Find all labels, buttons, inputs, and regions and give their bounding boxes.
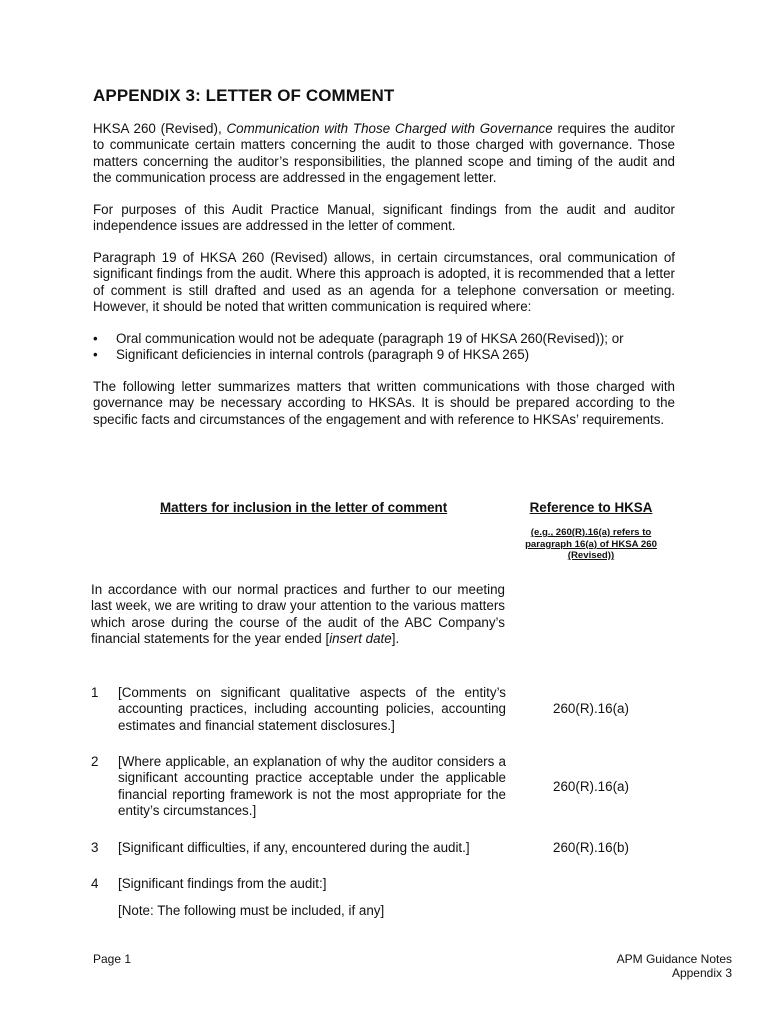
letter-intro-text: In accordance with our normal practices and further to our meeting last week, we are writing to draw your attention to the various matters which arose during the course of the audit of the ABC Company’s financial statements for the year ended [: [91, 582, 505, 647]
item-reference: 260(R).16(a): [553, 779, 629, 794]
item-text: [Where applicable, an explanation of why the auditor considers a significant accounting practice acceptable under the applicable financial reporting framework is not the most appropriate for the entity’s circumstances.]: [118, 754, 506, 819]
list-item-text: Oral communication would not be adequate (paragraph 19 of HKSA 260(Revised)); or: [116, 331, 624, 346]
footer-label: [617, 952, 732, 980]
footer-label-line-2: Appendix 3: [671, 966, 732, 980]
reference-column-heading: Reference to HKSA: [529, 500, 653, 515]
letter-intro-tail: ].: [391, 631, 400, 647]
bullet-icon: •: [93, 331, 98, 346]
paragraph-1-lead: HKSA 260 (Revised),: [93, 121, 227, 136]
item-number: 1: [91, 685, 99, 700]
item-reference: 260(R).16(b): [553, 840, 629, 855]
paragraph-3: Paragraph 19 of HKSA 260 (Revised) allows, in certain circumstances, oral communication of significant findings from the audit. Where this approach is adopted, it is recommended that a letter of comment is still drafted and used as an agenda for a telephone conversation or meeting. However, it should be noted that written communication is required where:: [93, 250, 675, 315]
item-number: 3: [91, 840, 99, 855]
paragraph-1: [93, 121, 675, 187]
item-note: [Note: The following must be included, if any]: [118, 903, 385, 918]
reference-column-note: (e.g., 260(R).16(a) refers to paragraph 16(a) of HKSA 260 (Revised)): [525, 527, 657, 562]
paragraph-2: For purposes of this Audit Practice Manual, significant findings from the audit and auditor independence issues are addressed in the letter of comment.: [93, 202, 675, 234]
page-number: Page 1: [93, 952, 132, 966]
letter-intro-italic: insert date: [329, 631, 392, 647]
matters-column-heading: Matters for inclusion in the letter of comment: [160, 500, 448, 515]
bullet-icon: •: [93, 347, 98, 363]
item-text: [Significant difficulties, if any, encountered during the audit.]: [118, 840, 470, 855]
page-title: APPENDIX 3: LETTER OF COMMENT: [93, 86, 395, 105]
paragraph-4: The following letter summarizes matters that written communications with those charged with governance may be necessary according to HKSAs. It is should be prepared according to the specific facts and circumstances of the engagement and with reference to HKSAs’ requirements.: [93, 379, 675, 427]
list-item-text: Significant deficiencies in internal controls (paragraph 9 of HKSA 265): [116, 347, 530, 363]
list-item: [93, 347, 675, 363]
item-text: [Comments on significant qualitative aspects of the entity’s accounting practices, including accounting policies, accounting estimates and financial statement disclosures.]: [118, 685, 506, 733]
footer-label-line-1: APM Guidance Notes: [616, 952, 732, 966]
requirement-list: [93, 331, 675, 364]
item-text: [Significant findings from the audit:]: [118, 876, 327, 891]
paragraph-1-rest: requires the auditor to communicate certain matters concerning the audit to those charged with governance. Those matters concerning the auditor’s responsibilities, the planned scope and timing of the audit and the communication process are addressed in the engagement letter.: [93, 121, 675, 186]
item-number: 2: [91, 754, 99, 769]
letter-intro: [91, 582, 505, 648]
item-reference: 260(R).16(a): [553, 701, 629, 716]
list-item: [93, 331, 675, 347]
paragraph-1-italic: Communication with Those Charged with Governance: [226, 121, 553, 136]
item-number: 4: [91, 876, 99, 891]
